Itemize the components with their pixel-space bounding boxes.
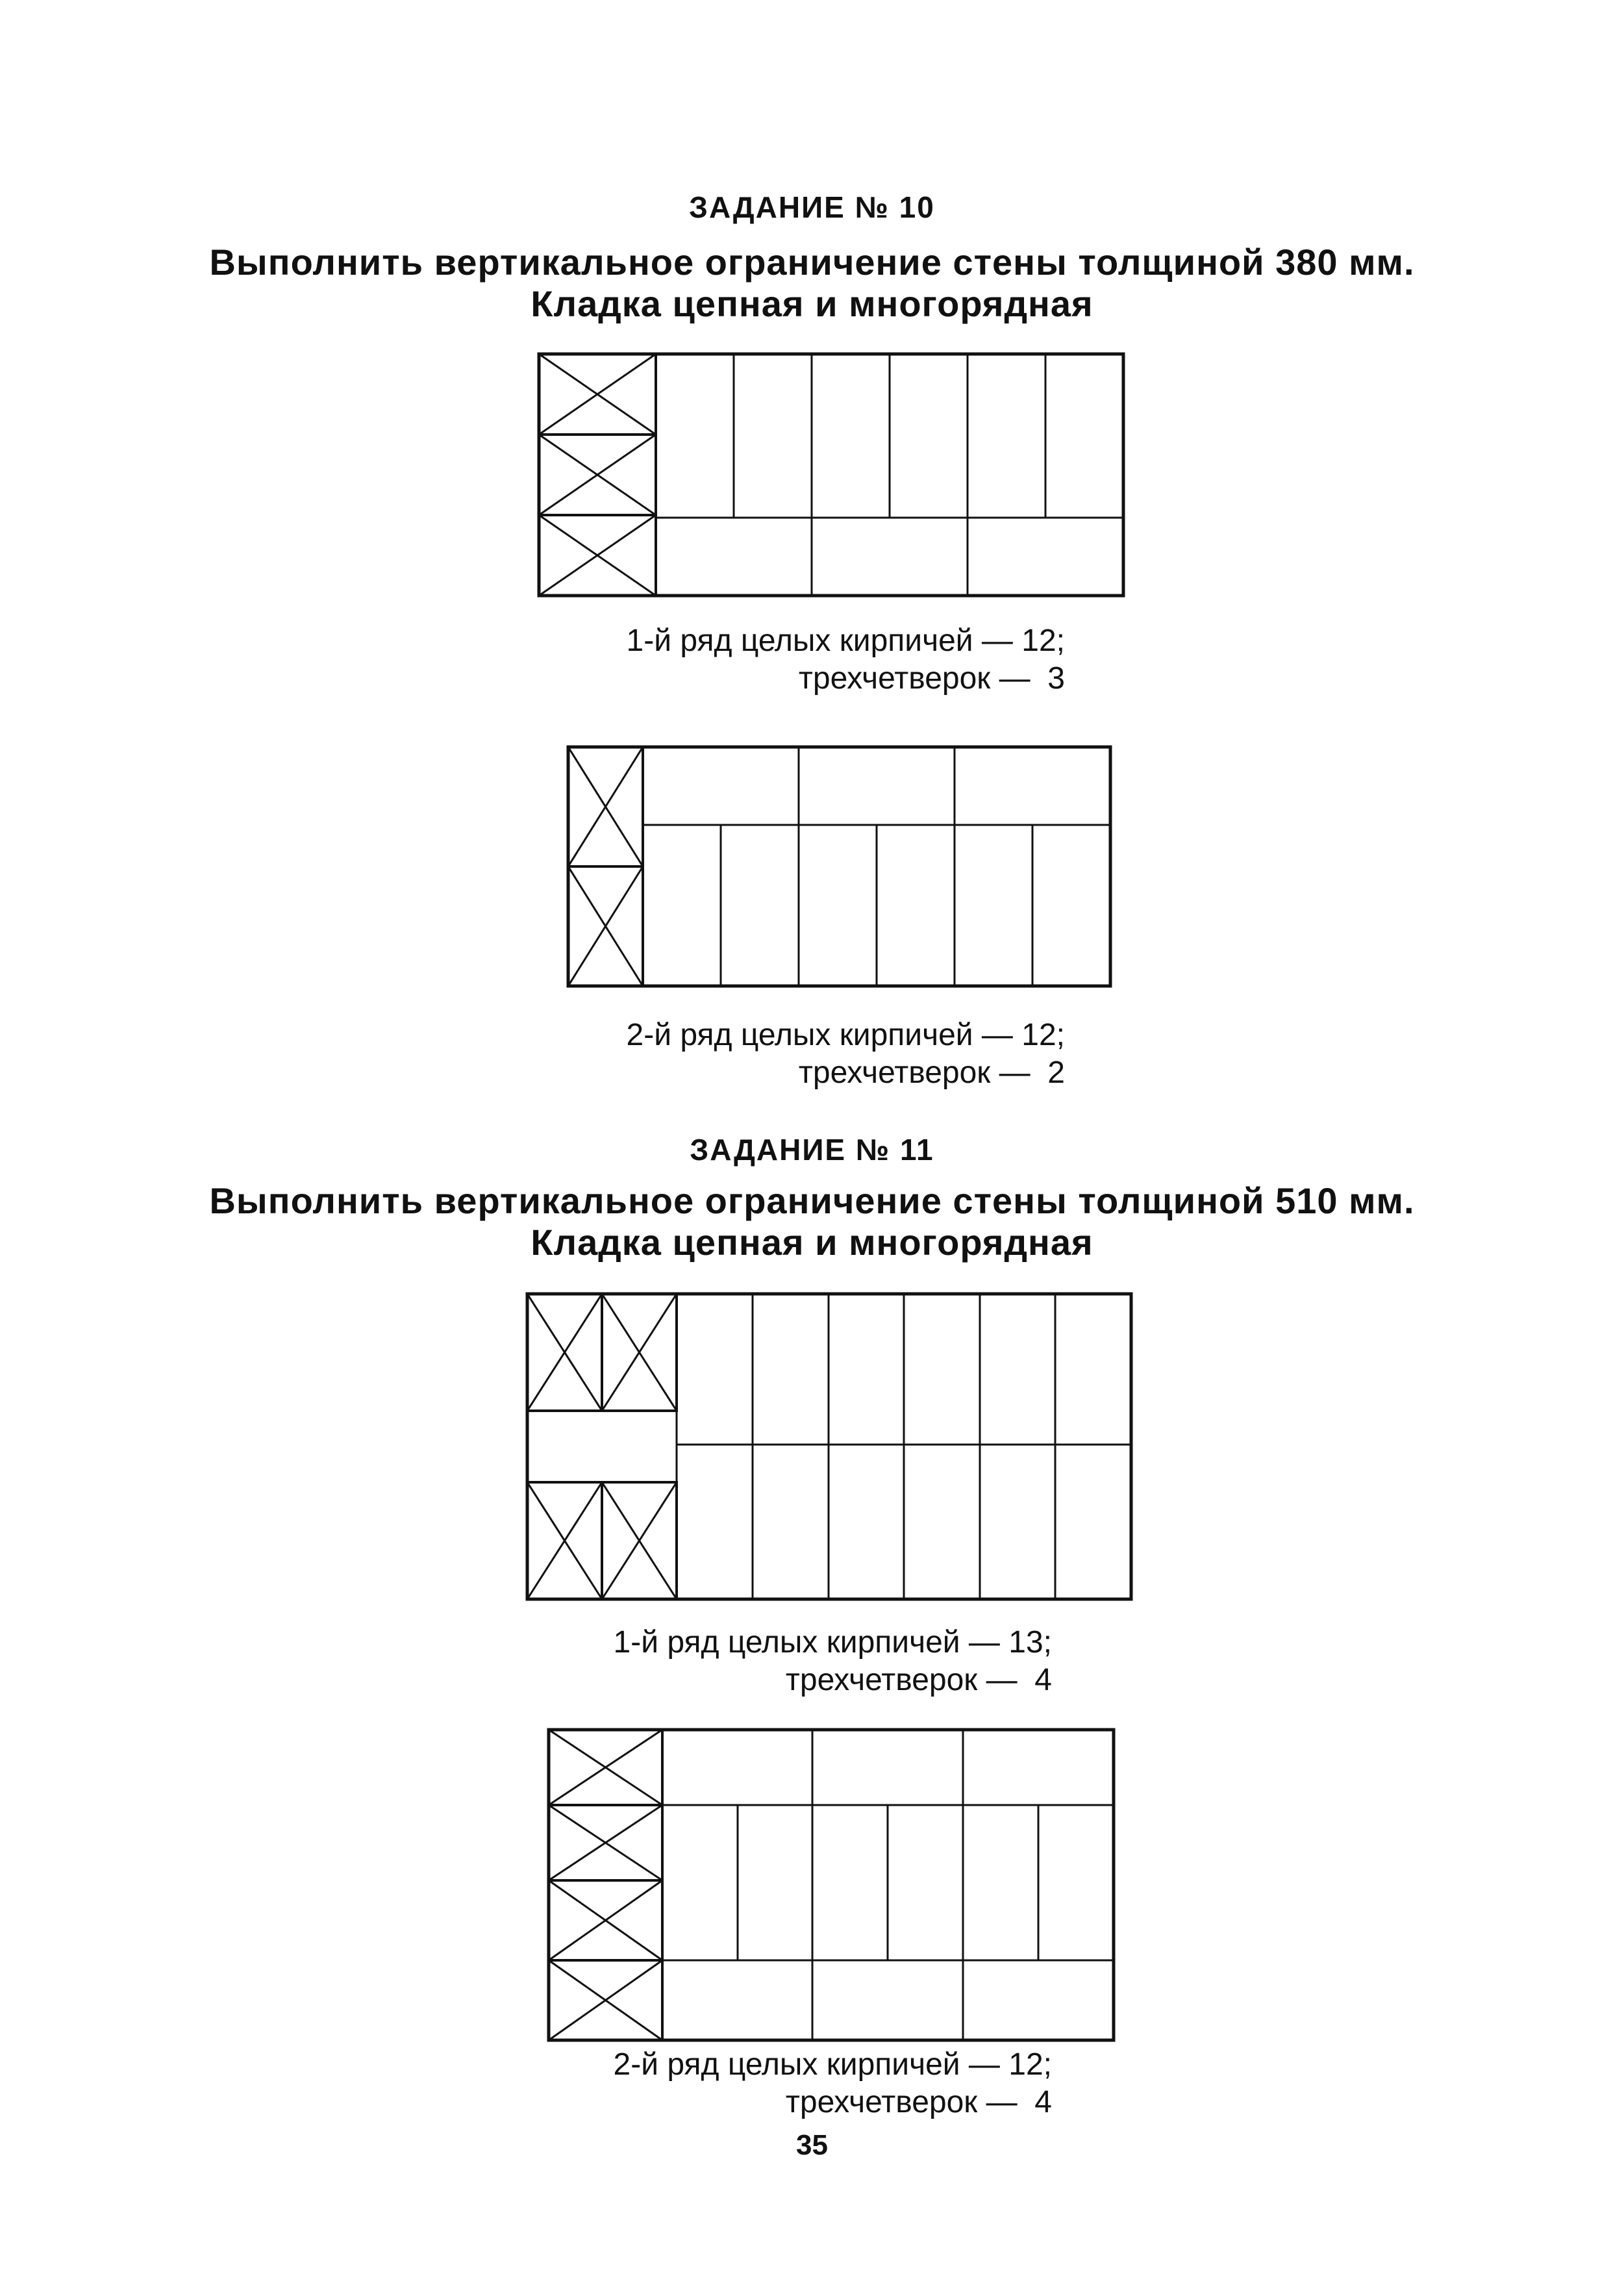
header-brick	[753, 1445, 829, 1599]
task-10-row1-sub: трехчетверок — 3	[798, 661, 1065, 696]
stretcher-brick	[968, 518, 1123, 596]
task-11-title-line2: Кладка цепная и многорядная	[531, 1222, 1093, 1263]
task-10-row1-label: 1-й ряд целых кирпичей — 12;	[626, 624, 1065, 658]
three-quarter-brick	[527, 1482, 602, 1599]
header-brick	[799, 825, 877, 986]
stretcher-brick	[812, 1730, 963, 1805]
header-brick	[1038, 1805, 1114, 1960]
task-11-row2-sub: трехчетверок — 4	[785, 2085, 1052, 2119]
header-brick	[829, 1294, 904, 1445]
header-brick	[643, 825, 721, 986]
task-11-row1-diagram	[527, 1294, 1131, 1599]
header-brick	[955, 825, 1032, 986]
three-quarter-brick	[549, 1960, 662, 2040]
task-11-row2-caption	[571, 2046, 1052, 2121]
header-brick	[980, 1445, 1055, 1599]
header-brick	[734, 354, 812, 518]
three-quarter-brick	[568, 866, 643, 986]
three-quarter-brick	[527, 1294, 602, 1411]
stretcher-brick	[527, 1411, 677, 1482]
header-brick	[677, 1294, 753, 1445]
header-brick	[677, 1445, 753, 1599]
task-11-row2-label: 2-й ряд целых кирпичей — 12;	[613, 2047, 1052, 2082]
task-11-row1-sub: трехчетверок — 4	[785, 1663, 1052, 1697]
header-brick	[980, 1294, 1055, 1445]
header-brick	[1055, 1294, 1131, 1445]
wall-outline	[549, 1730, 1114, 2040]
task-10-row1-caption	[584, 622, 1065, 698]
stretcher-brick	[963, 1730, 1114, 1805]
task-11-row1-label: 1-й ряд целых кирпичей — 13;	[613, 1625, 1052, 1660]
header-brick	[904, 1445, 980, 1599]
stretcher-brick	[812, 1960, 963, 2040]
header-brick	[1032, 825, 1110, 986]
header-brick	[890, 354, 968, 518]
wall-outline	[539, 354, 1123, 596]
page-number: 35	[796, 2129, 828, 2161]
task-10-heading: ЗАДАНИЕ № 10	[689, 190, 935, 224]
header-brick	[968, 354, 1045, 518]
header-brick	[963, 1805, 1038, 1960]
stretcher-brick	[643, 747, 799, 825]
stretcher-brick	[656, 518, 812, 596]
task-10-row2-diagram	[568, 747, 1110, 986]
task-11-row2-diagram	[549, 1730, 1114, 2040]
task-10-title-line1: Выполнить вертикальное ограничение стены толщиной 380 мм.	[209, 242, 1415, 283]
task-10-title-line2: Кладка цепная и многорядная	[531, 283, 1093, 324]
three-quarter-brick	[549, 1730, 662, 1805]
header-brick	[1055, 1445, 1131, 1599]
task-11-heading: ЗАДАНИЕ № 11	[690, 1133, 934, 1167]
task-11-row1-caption	[571, 1624, 1052, 1699]
header-brick	[904, 1294, 980, 1445]
stretcher-brick	[963, 1960, 1114, 2040]
header-brick	[738, 1805, 812, 1960]
header-brick	[656, 354, 734, 518]
stretcher-brick	[812, 518, 968, 596]
task-10-row2-label: 2-й ряд целых кирпичей — 12;	[626, 1018, 1065, 1052]
three-quarter-brick	[549, 1805, 662, 1880]
header-brick	[1045, 354, 1123, 518]
wall-outline	[568, 747, 1110, 986]
header-brick	[877, 825, 955, 986]
header-brick	[812, 354, 890, 518]
header-brick	[753, 1294, 829, 1445]
stretcher-brick	[662, 1730, 812, 1805]
three-quarter-brick	[549, 1880, 662, 1960]
three-quarter-brick	[539, 354, 656, 435]
task-10-row1-diagram	[539, 354, 1123, 596]
stretcher-brick	[799, 747, 955, 825]
header-brick	[812, 1805, 888, 1960]
three-quarter-brick	[539, 515, 656, 596]
stretcher-brick	[662, 1960, 812, 2040]
header-brick	[829, 1445, 904, 1599]
task-11-title	[0, 1180, 1624, 1263]
three-quarter-brick	[602, 1482, 677, 1599]
task-10-title	[0, 242, 1624, 325]
header-brick	[662, 1805, 738, 1960]
task-10-row2-caption	[584, 1017, 1065, 1092]
header-brick	[888, 1805, 963, 1960]
task-10-row2-sub: трехчетверок — 2	[798, 1055, 1065, 1090]
stretcher-brick	[955, 747, 1110, 825]
header-brick	[721, 825, 799, 986]
three-quarter-brick	[539, 435, 656, 515]
task-11-title-line1: Выполнить вертикальное ограничение стены толщиной 510 мм.	[209, 1180, 1415, 1221]
three-quarter-brick	[568, 747, 643, 866]
three-quarter-brick	[602, 1294, 677, 1411]
